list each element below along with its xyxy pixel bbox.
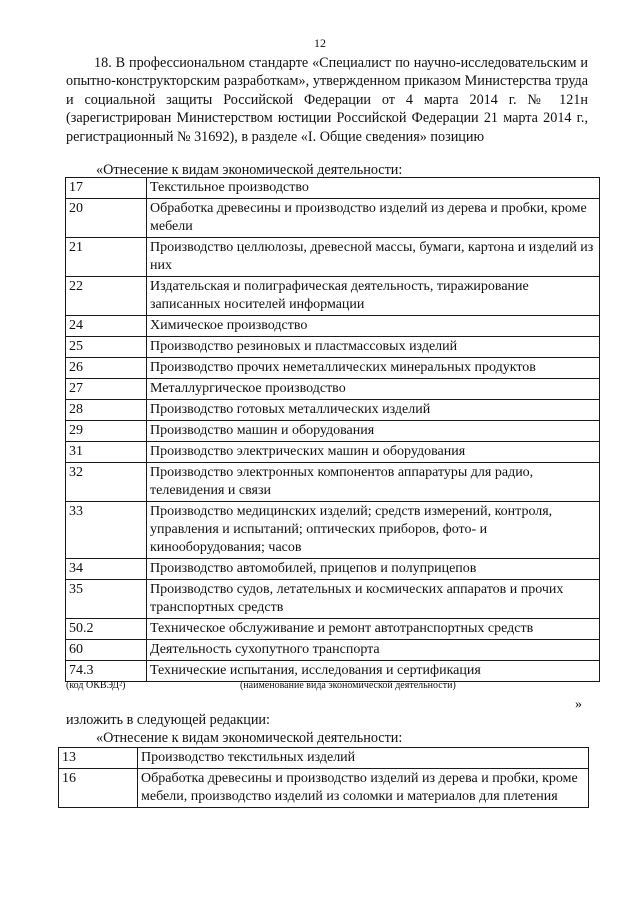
- okved-code-cell: 26: [66, 358, 147, 379]
- activity-name-cell: Металлургическое производство: [147, 379, 600, 400]
- table-row: [66, 238, 600, 277]
- table-row: [59, 769, 589, 808]
- activity-name-cell: Химическое производство: [147, 316, 600, 337]
- caption-activity-name: (наименование вида экономической деятельности): [240, 680, 456, 691]
- table-row: [66, 661, 600, 682]
- activity-name-cell: Производство резиновых и пластмассовых изделий: [147, 337, 600, 358]
- table-row: [66, 178, 600, 199]
- table-row: [66, 559, 600, 580]
- table-row: [66, 463, 600, 502]
- activity-name-cell: Производство судов, летательных и космических аппаратов и прочих транспортных средств: [147, 580, 600, 619]
- activity-name-cell: Производство медицинских изделий; средств измерений, контроля, управления и испытаний; оптических приборов, фото- и кинооборудования; часов: [147, 502, 600, 559]
- okved-table-new: [58, 747, 589, 808]
- table-row: [66, 640, 600, 661]
- section-heading-old: «Отнесение к видам экономической деятельности:: [96, 162, 403, 178]
- table-row: [66, 619, 600, 640]
- okved-code-cell: 21: [66, 238, 147, 277]
- table-row: [59, 748, 589, 769]
- activity-name-cell: Производство электронных компонентов аппаратуры для радио, телевидения и связи: [147, 463, 600, 502]
- activity-name-cell: Производство электрических машин и оборудования: [147, 442, 600, 463]
- okved-code-cell: 34: [66, 559, 147, 580]
- okved-code-cell: 13: [59, 748, 138, 769]
- activity-name-cell: Производство машин и оборудования: [147, 421, 600, 442]
- activity-name-cell: Производство прочих неметаллических минеральных продуктов: [147, 358, 600, 379]
- closing-quote: »: [575, 697, 582, 712]
- table-row: [66, 442, 600, 463]
- okved-code-cell: 31: [66, 442, 147, 463]
- activity-name-cell: Производство готовых металлических изделий: [147, 400, 600, 421]
- okved-code-cell: 32: [66, 463, 147, 502]
- okved-code-cell: 22: [66, 277, 147, 316]
- table-row: [66, 358, 600, 379]
- table-row: [66, 277, 600, 316]
- table-row: [66, 337, 600, 358]
- okved-code-cell: 33: [66, 502, 147, 559]
- activity-name-cell: Обработка древесины и производство изделий из дерева и пробки, кроме мебели, производство изделий из соломки и материалов для плетения: [138, 769, 589, 808]
- okved-code-cell: 60: [66, 640, 147, 661]
- amendment-paragraph: [66, 54, 588, 146]
- table-row: [66, 316, 600, 337]
- activity-name-cell: Техническое обслуживание и ремонт автотранспортных средств: [147, 619, 600, 640]
- activity-name-cell: Издательская и полиграфическая деятельность, тиражирование записанных носителей информации: [147, 277, 600, 316]
- table-row: [66, 199, 600, 238]
- activity-name-cell: Обработка древесины и производство изделий из дерева и пробки, кроме мебели: [147, 199, 600, 238]
- okved-code-cell: 25: [66, 337, 147, 358]
- activity-name-cell: Технические испытания, исследования и сертификация: [147, 661, 600, 682]
- okved-code-cell: 74.3: [66, 661, 147, 682]
- section-heading-new: «Отнесение к видам экономической деятельности:: [96, 730, 403, 746]
- table-row: [66, 379, 600, 400]
- okved-code-cell: 20: [66, 199, 147, 238]
- paragraph-number: 18.: [94, 55, 112, 71]
- okved-code-cell: 16: [59, 769, 138, 808]
- okved-table-old: [65, 177, 600, 682]
- okved-code-cell: 35: [66, 580, 147, 619]
- caption-okved-code: (код ОКВЭД²): [66, 680, 126, 691]
- okved-code-cell: 29: [66, 421, 147, 442]
- table-row: [66, 400, 600, 421]
- activity-name-cell: Производство автомобилей, прицепов и полуприцепов: [147, 559, 600, 580]
- instruction-text: изложить в следующей редакции:: [66, 712, 270, 728]
- okved-code-cell: 28: [66, 400, 147, 421]
- paragraph-text: В профессиональном стандарте «Специалист по научно-исследовательским и опытно-конструкторским разработкам», утвержденном приказом Министерства труда и социальной защиты Российской Федерации от 4 марта 2014 г. № 121н (зарегистрирован Министерством юстиции Российской Федерации 21 марта 2014 г., регистрационный № 31692), в разделе «I. Общие сведения» позицию: [66, 55, 588, 145]
- page-number: 12: [314, 36, 326, 50]
- activity-name-cell: Текстильное производство: [147, 178, 600, 199]
- okved-code-cell: 24: [66, 316, 147, 337]
- table-row: [66, 580, 600, 619]
- table-row: [66, 502, 600, 559]
- activity-name-cell: Деятельность сухопутного транспорта: [147, 640, 600, 661]
- okved-code-cell: 27: [66, 379, 147, 400]
- okved-code-cell: 17: [66, 178, 147, 199]
- activity-name-cell: Производство целлюлозы, древесной массы, бумаги, картона и изделий из них: [147, 238, 600, 277]
- okved-code-cell: 50.2: [66, 619, 147, 640]
- activity-name-cell: Производство текстильных изделий: [138, 748, 589, 769]
- table-row: [66, 421, 600, 442]
